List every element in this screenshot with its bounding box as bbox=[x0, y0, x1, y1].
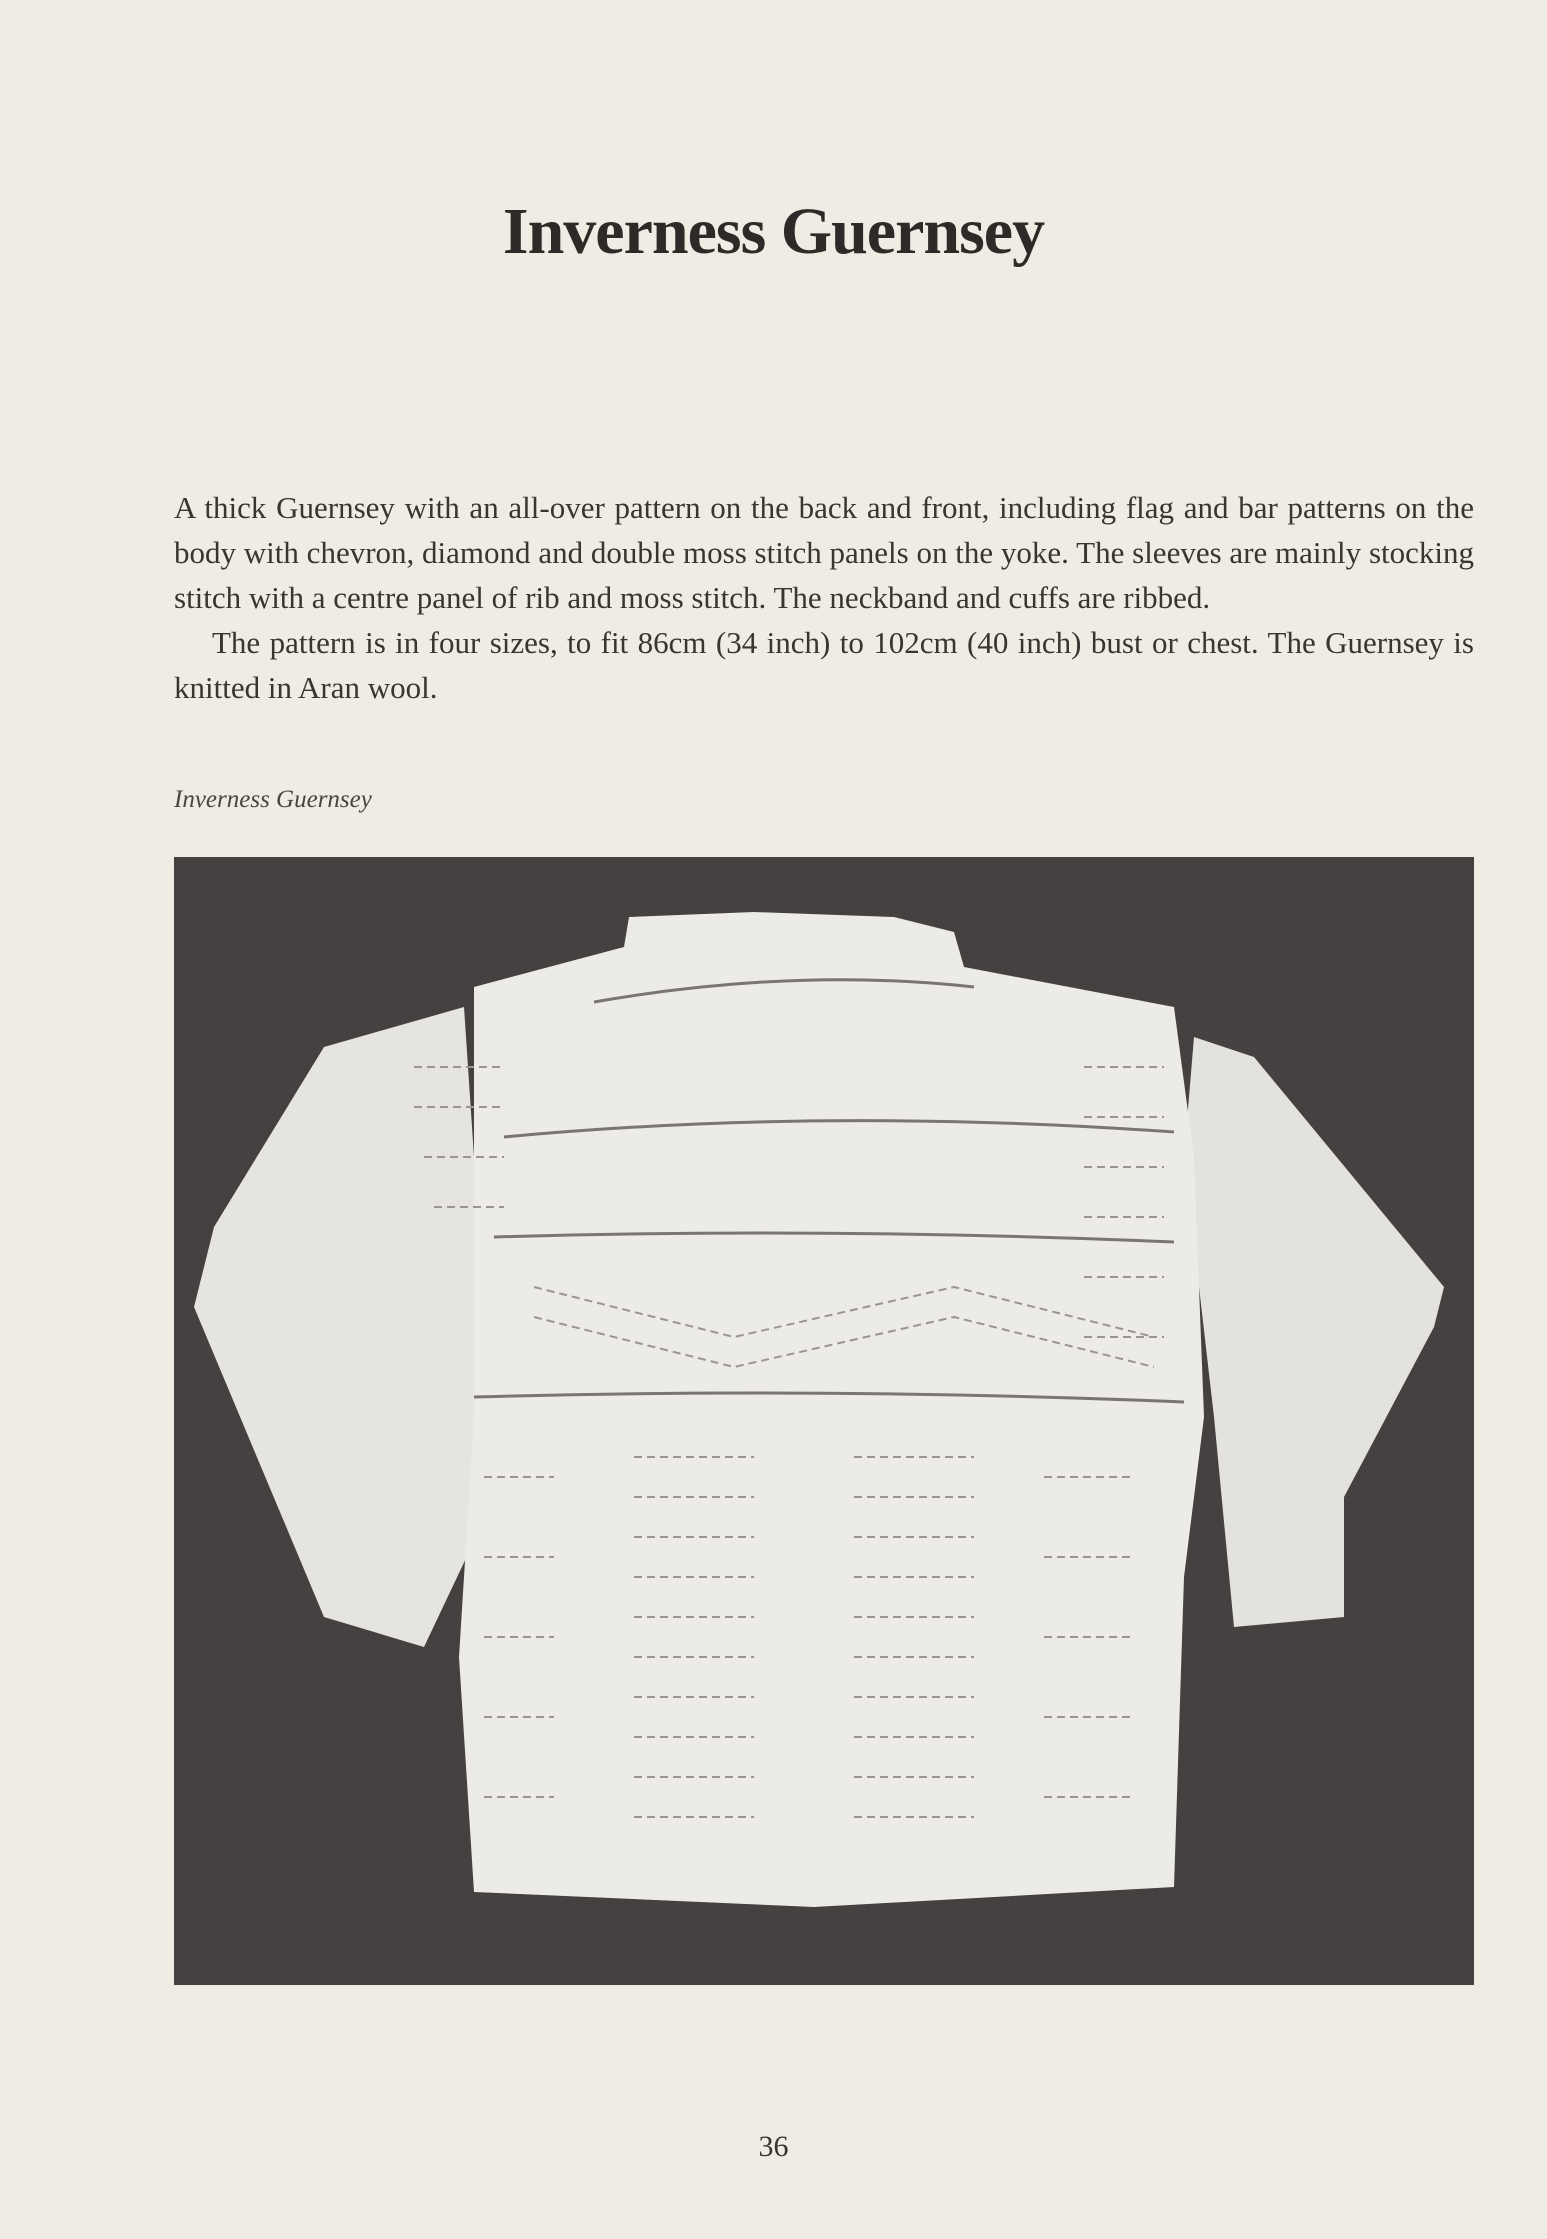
description-paragraph: The pattern is in four sizes, to fit 86cm (34 inch) to 102cm (40 inch) bust or chest. The Guernsey is knitted in Aran wool. bbox=[174, 625, 1474, 705]
photo-caption: Inverness Guernsey bbox=[174, 786, 372, 813]
page-number: 36 bbox=[758, 2130, 789, 2163]
description-text bbox=[174, 485, 1474, 710]
sweater-illustration bbox=[174, 857, 1474, 1985]
page-title: Inverness Guernsey bbox=[502, 195, 1045, 269]
sweater-photo bbox=[174, 857, 1474, 1985]
description-paragraph: A thick Guernsey with an all-over pattern on the back and front, including flag and bar patterns on the body with chevron, diamond and double moss stitch panels on the yoke. The sleeves are mainly stocking stitch with a centre panel of rib and moss stitch. The neckband and cuffs are ribbed. bbox=[174, 490, 1474, 615]
